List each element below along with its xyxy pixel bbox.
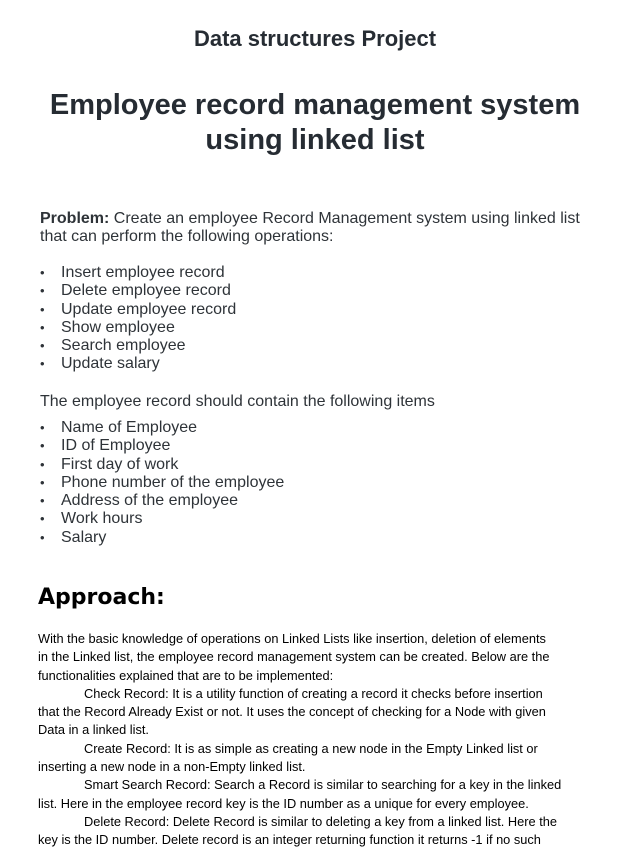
search-record-line: Smart Search Record: Search a Record is similar to searching for a key in the linked — [84, 777, 562, 793]
check-record-line: Data in a linked list. — [38, 722, 149, 738]
check-record-line: that the Record Already Exist or not. It uses the concept of checking for a Node with given — [38, 704, 546, 720]
problem-label: Problem: — [40, 210, 110, 227]
operation-label: Update salary — [61, 355, 160, 373]
bullet-icon: • — [40, 420, 45, 435]
list-item — [40, 355, 236, 373]
approach-heading: Approach: — [38, 585, 165, 610]
list-item — [40, 264, 236, 282]
list-item — [40, 319, 236, 337]
delete-record-line: key is the ID number. Delete record is an integer returning function it returns -1 if no such — [38, 832, 541, 848]
operation-label: Delete employee record — [61, 282, 231, 300]
record-item-label: Name of Employee — [61, 419, 198, 436]
record-item-label: Salary — [61, 528, 107, 546]
list-item — [40, 510, 284, 528]
problem-text-1: Create an employee Record Management system using linked list — [109, 210, 580, 227]
main-title — [20, 88, 610, 158]
list-item — [40, 282, 236, 300]
delete-record-line: Delete Record: Delete Record is similar to deleting a key from a linked list. Here the — [84, 813, 557, 829]
operation-label: Show employee — [61, 318, 175, 336]
bullet-icon: • — [40, 338, 45, 354]
list-item — [40, 419, 284, 437]
list-item — [40, 437, 284, 455]
bullet-icon: • — [40, 493, 45, 509]
approach-intro-line: in the Linked list, the employee record management system can be created. Below are the — [38, 649, 550, 665]
record-item-label: ID of Employee — [61, 437, 171, 455]
bullet-icon: • — [40, 283, 45, 299]
record-item-label: Address of the employee — [61, 492, 238, 510]
course-title: Data structures Project — [193, 26, 437, 51]
check-record-line: Check Record: It is a utility function of creating a record it checks before insertion — [84, 685, 543, 701]
bullet-icon: • — [40, 529, 45, 545]
bullet-icon: • — [40, 438, 45, 454]
bullet-icon: • — [40, 265, 45, 280]
list-item — [40, 529, 284, 547]
record-intro: The employee record should contain the following items — [40, 393, 435, 410]
bullet-icon: • — [40, 474, 45, 490]
main-title-line-1: Employee record management system — [49, 89, 581, 121]
record-item-label: Work hours — [61, 510, 143, 528]
operation-label: Update employee record — [61, 300, 237, 318]
bullet-icon: • — [40, 356, 45, 372]
operation-label: Search employee — [61, 337, 186, 355]
create-record-line: inserting a new node in a non-Empty linked list. — [38, 759, 306, 775]
bullet-icon: • — [40, 456, 45, 472]
approach-intro-line: With the basic knowledge of operations on Linked Lists like insertion, deletion of elements — [38, 631, 546, 646]
bullet-icon: • — [40, 511, 45, 527]
problem-statement — [40, 210, 600, 246]
operations-list — [40, 264, 236, 374]
list-item — [40, 301, 236, 319]
record-item-label: First day of work — [61, 455, 179, 473]
problem-text-2: that can perform the following operations: — [40, 228, 334, 245]
problem-line-1 — [40, 210, 600, 228]
operation-label: Insert employee record — [61, 264, 225, 281]
list-item — [40, 337, 236, 355]
approach-body — [38, 630, 598, 850]
create-record-line: Create Record: It is as simple as creating a new node in the Empty Linked list or — [84, 740, 538, 756]
approach-intro-line: functionalities explained that are to be implemented: — [38, 667, 334, 683]
main-title-line-2: using linked list — [205, 124, 425, 156]
search-record-line: list. Here in the employee record key is the ID number as a unique for every employee. — [38, 795, 529, 811]
list-item — [40, 474, 284, 492]
record-items-list — [40, 419, 284, 547]
bullet-icon: • — [40, 319, 45, 335]
list-item — [40, 456, 284, 474]
bullet-icon: • — [40, 301, 45, 317]
list-item — [40, 492, 284, 510]
record-item-label: Phone number of the employee — [61, 473, 285, 491]
